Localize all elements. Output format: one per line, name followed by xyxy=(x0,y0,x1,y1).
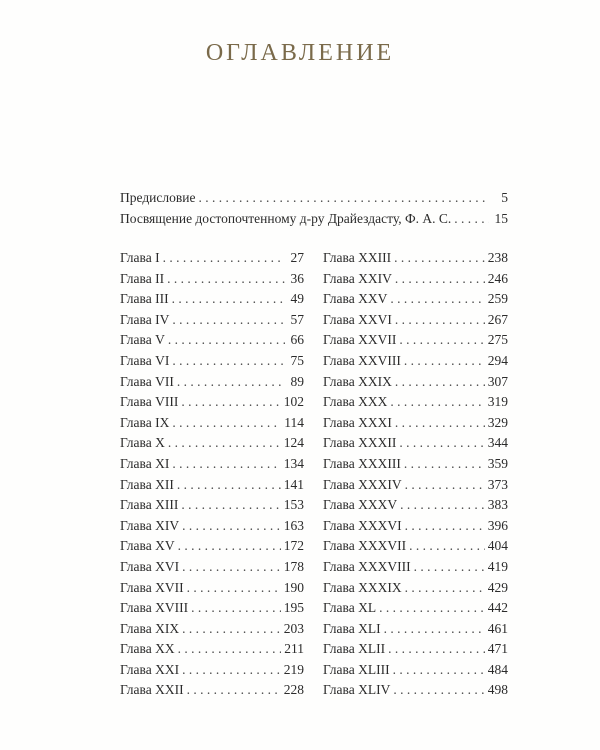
toc-entry-label: Глава XXXII xyxy=(323,435,397,451)
toc-entry-page: 319 xyxy=(487,394,508,410)
toc-entry-label: Глава X xyxy=(120,435,165,451)
dot-leader xyxy=(405,516,485,537)
dot-leader xyxy=(400,495,485,516)
toc-entry[interactable] xyxy=(323,372,508,393)
dot-leader xyxy=(187,680,281,701)
dot-leader xyxy=(172,310,285,331)
toc-entry-label: Глава XIX xyxy=(120,620,180,636)
dot-leader xyxy=(405,578,485,599)
dot-leader xyxy=(384,619,485,640)
toc-entry-page: 429 xyxy=(487,579,508,595)
toc-entry-label: Глава XXI xyxy=(120,661,180,677)
dot-leader xyxy=(395,413,485,434)
page-title: ОГЛАВЛЕНИЕ xyxy=(205,40,395,66)
toc-entry-page: 211 xyxy=(284,641,304,657)
toc-entry[interactable] xyxy=(323,680,508,701)
dot-leader xyxy=(178,536,281,557)
toc-entry[interactable] xyxy=(323,578,508,599)
toc-entry-page: 267 xyxy=(487,311,508,327)
toc-entry-label: Глава VII xyxy=(120,373,174,389)
toc-entry-page: 373 xyxy=(487,476,508,492)
toc-entry[interactable] xyxy=(120,639,304,660)
toc-entry-page: 89 xyxy=(290,373,304,389)
toc-entry-label: Глава XXXIV xyxy=(323,476,402,492)
toc-entry-label: Глава XXII xyxy=(120,682,184,698)
toc-entry-page: 49 xyxy=(290,291,304,307)
toc-entry[interactable] xyxy=(323,433,508,454)
toc-entry-label: Глава XXXV xyxy=(323,497,398,513)
chapters-right-column xyxy=(323,248,508,701)
toc-entry[interactable] xyxy=(323,330,508,351)
toc-entry-label: Глава XVIII xyxy=(120,600,189,616)
toc-entry[interactable] xyxy=(120,351,304,372)
toc-entry[interactable] xyxy=(323,557,508,578)
dot-leader xyxy=(390,392,484,413)
toc-entry[interactable] xyxy=(120,454,304,475)
dot-leader xyxy=(181,495,280,516)
toc-entry-label: Глава XL xyxy=(323,600,377,616)
dot-leader xyxy=(182,660,281,681)
dot-leader xyxy=(394,248,485,269)
toc-entry-page: 383 xyxy=(487,497,508,513)
toc-entry-page: 275 xyxy=(487,332,508,348)
dot-leader xyxy=(182,619,281,640)
dot-leader xyxy=(187,578,281,599)
toc-entry-page: 471 xyxy=(487,641,508,657)
toc-entry-page: 178 xyxy=(283,558,304,574)
toc-entry-page: 294 xyxy=(487,352,508,368)
toc-entry-label: Глава XLIV xyxy=(323,682,391,698)
toc-entry-page: 344 xyxy=(487,435,508,451)
dot-leader xyxy=(395,310,485,331)
toc-entry[interactable] xyxy=(323,351,508,372)
toc-entry-label: Глава XVI xyxy=(120,558,180,574)
toc-entry-label: Глава XXIII xyxy=(323,250,392,265)
toc-entry-label: Глава XI xyxy=(120,455,170,471)
toc-entry[interactable] xyxy=(323,516,508,537)
dot-leader xyxy=(454,209,489,229)
toc-entry-page: 57 xyxy=(290,311,304,327)
dot-leader xyxy=(172,351,285,372)
toc-entry[interactable] xyxy=(323,660,508,681)
dot-leader xyxy=(172,289,285,310)
toc-entry[interactable] xyxy=(323,392,508,413)
toc-entry-page: 5 xyxy=(501,190,508,205)
toc-entry-page: 484 xyxy=(487,661,508,677)
toc-entry-page: 203 xyxy=(283,620,304,636)
toc-entry[interactable] xyxy=(323,269,508,290)
dot-leader xyxy=(172,454,280,475)
toc-entry-page: 228 xyxy=(283,682,304,698)
toc-entry-label: Глава XXIX xyxy=(323,373,392,389)
toc-entry[interactable] xyxy=(120,209,508,229)
toc-entry-label: Глава II xyxy=(120,270,165,286)
toc-entry[interactable] xyxy=(120,433,304,454)
toc-entry-label: Глава XXXIX xyxy=(323,579,402,595)
toc-entry-label: Предисловие xyxy=(120,190,196,205)
toc-entry[interactable] xyxy=(120,330,304,351)
toc-entry-label: Глава V xyxy=(120,332,165,348)
toc-entry-page: 141 xyxy=(283,476,304,492)
toc-entry-label: Глава XLIII xyxy=(323,661,390,677)
toc-entry-label: Глава VIII xyxy=(120,394,179,410)
toc-entry-label: Посвящение достопочтенному д-ру Драйездасту, Ф. А. С. xyxy=(120,211,452,226)
toc-entry-page: 246 xyxy=(487,270,508,286)
toc-entry-page: 172 xyxy=(283,538,304,554)
toc-entry-label: Глава XXX xyxy=(323,394,388,410)
dot-leader xyxy=(399,330,484,351)
toc-entry-page: 442 xyxy=(487,600,508,616)
toc-entry[interactable] xyxy=(120,392,304,413)
toc-entry[interactable] xyxy=(120,413,304,434)
toc-entry-page: 219 xyxy=(283,661,304,677)
dot-leader xyxy=(404,351,485,372)
toc-entry-label: Глава XX xyxy=(120,641,175,657)
toc-entry-page: 461 xyxy=(487,620,508,636)
toc-entry[interactable] xyxy=(323,639,508,660)
toc-entry[interactable] xyxy=(323,454,508,475)
toc-entry[interactable] xyxy=(120,680,304,701)
toc-entry[interactable] xyxy=(120,289,304,310)
dot-leader xyxy=(172,413,281,434)
dot-leader xyxy=(163,248,285,269)
toc-entry-label: Глава IX xyxy=(120,414,170,430)
toc-entry[interactable] xyxy=(323,495,508,516)
toc-entry[interactable] xyxy=(323,413,508,434)
toc-entry-page: 114 xyxy=(284,414,304,430)
toc-entry-label: Глава XLI xyxy=(323,620,381,636)
dot-leader xyxy=(168,433,281,454)
toc-entry-page: 134 xyxy=(283,455,304,471)
chapters-left-column xyxy=(120,248,304,701)
toc-entry-page: 66 xyxy=(290,332,304,348)
toc-entry[interactable] xyxy=(120,619,304,640)
toc-entry[interactable] xyxy=(120,475,304,496)
toc-entry[interactable] xyxy=(323,310,508,331)
toc-entry-label: Глава XXVI xyxy=(323,311,392,327)
toc-entry-page: 163 xyxy=(283,517,304,533)
toc-entry-page: 359 xyxy=(487,455,508,471)
toc-entry-label: Глава XXXVIII xyxy=(323,558,411,574)
toc-entry-label: Глава VI xyxy=(120,352,170,368)
dot-leader xyxy=(182,516,281,537)
toc-entry-label: Глава XV xyxy=(120,538,175,554)
dot-leader xyxy=(177,475,281,496)
toc-entry[interactable] xyxy=(323,619,508,640)
toc-entry[interactable] xyxy=(323,536,508,557)
toc-entry-page: 404 xyxy=(487,538,508,554)
front-matter-list xyxy=(120,188,508,230)
toc-entry-page: 259 xyxy=(487,291,508,307)
toc-entry[interactable] xyxy=(120,495,304,516)
toc-entry-label: Глава XXV xyxy=(323,291,388,307)
dot-leader xyxy=(388,639,485,660)
toc-entry-label: Глава XXXIII xyxy=(323,455,401,471)
toc-entry[interactable] xyxy=(120,248,304,269)
toc-entry-label: Глава I xyxy=(120,250,160,265)
toc-entry[interactable] xyxy=(323,598,508,619)
toc-entry[interactable] xyxy=(323,248,508,269)
toc-entry-label: Глава XXVII xyxy=(323,332,397,348)
dot-leader xyxy=(399,433,484,454)
toc-entry-page: 36 xyxy=(290,270,304,286)
toc-entry-page: 329 xyxy=(487,414,508,430)
dot-leader xyxy=(395,269,485,290)
toc-entry-label: Глава III xyxy=(120,291,169,307)
dot-leader xyxy=(393,680,484,701)
toc-entry[interactable] xyxy=(120,310,304,331)
toc-entry[interactable] xyxy=(120,269,304,290)
dot-leader xyxy=(414,557,485,578)
dot-leader xyxy=(405,475,485,496)
toc-entry-page: 124 xyxy=(283,435,304,451)
dot-leader xyxy=(390,289,484,310)
toc-entry-label: Глава XXXI xyxy=(323,414,392,430)
toc-entry-label: Глава XVII xyxy=(120,579,184,595)
toc-entry-page: 396 xyxy=(487,517,508,533)
dot-leader xyxy=(379,598,485,619)
toc-entry[interactable] xyxy=(120,372,304,393)
toc-entry[interactable] xyxy=(120,598,304,619)
dot-leader xyxy=(198,188,489,208)
toc-entry[interactable] xyxy=(120,516,304,537)
toc-entry-page: 498 xyxy=(487,682,508,698)
dot-leader xyxy=(182,557,281,578)
dot-leader xyxy=(409,536,485,557)
toc-entry[interactable] xyxy=(323,475,508,496)
toc-entry[interactable] xyxy=(120,660,304,681)
toc-entry-label: Глава IV xyxy=(120,311,170,327)
toc-entry-page: 419 xyxy=(487,558,508,574)
toc-entry-page: 153 xyxy=(283,497,304,513)
toc-entry-page: 190 xyxy=(283,579,304,595)
dot-leader xyxy=(404,454,485,475)
dot-leader xyxy=(168,330,285,351)
dot-leader xyxy=(191,598,281,619)
toc-entry-label: Глава XLII xyxy=(323,641,386,657)
toc-entry-label: Глава XIV xyxy=(120,517,180,533)
toc-entry[interactable] xyxy=(120,188,508,208)
toc-entry-page: 27 xyxy=(290,250,304,265)
dot-leader xyxy=(177,372,285,393)
toc-entry-label: Глава XXVIII xyxy=(323,352,401,368)
toc-entry[interactable] xyxy=(120,578,304,599)
dot-leader xyxy=(393,660,485,681)
toc-entry-page: 195 xyxy=(283,600,304,616)
toc-entry-page: 102 xyxy=(283,394,304,410)
toc-entry-label: Глава XXXVI xyxy=(323,517,402,533)
toc-entry-page: 75 xyxy=(290,352,304,368)
toc-entry[interactable] xyxy=(120,536,304,557)
dot-leader xyxy=(395,372,485,393)
dot-leader xyxy=(178,639,282,660)
dot-leader xyxy=(181,392,280,413)
toc-entry[interactable] xyxy=(323,289,508,310)
toc-entry-page: 238 xyxy=(487,250,508,265)
toc-entry-label: Глава XXIV xyxy=(323,270,392,286)
toc-entry-label: Глава XII xyxy=(120,476,174,492)
dot-leader xyxy=(167,269,285,290)
toc-entry-page: 307 xyxy=(487,373,508,389)
toc-entry-label: Глава XIII xyxy=(120,497,179,513)
toc-entry[interactable] xyxy=(120,557,304,578)
toc-entry-page: 15 xyxy=(494,211,508,226)
toc-entry-label: Глава XXXVII xyxy=(323,538,407,554)
